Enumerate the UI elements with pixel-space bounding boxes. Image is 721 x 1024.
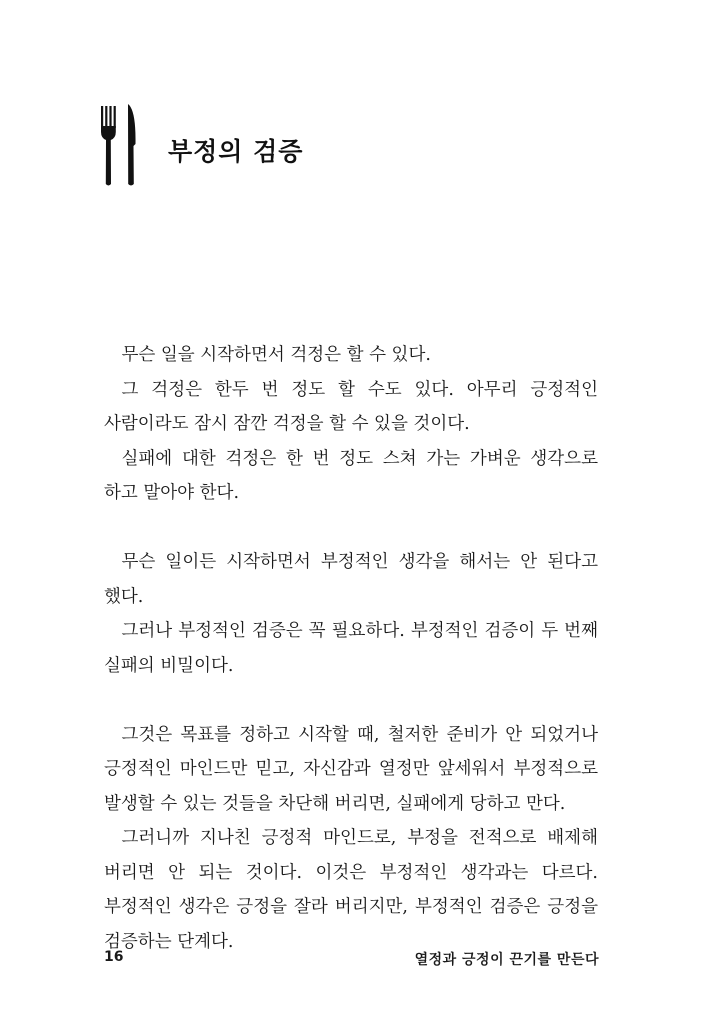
page-footer xyxy=(104,949,599,969)
paragraph-gap xyxy=(104,511,598,546)
book-title: 열정과 긍정이 끈기를 만든다 xyxy=(414,952,599,968)
fork-and-knife-icon xyxy=(96,100,146,188)
chapter-title: 부정의 검증 xyxy=(168,137,304,166)
paragraph: 그러나 부정적인 검증은 꼭 필요하다. 부정적인 검증이 두 번째 실패의 비밀이다. xyxy=(104,621,598,676)
paragraph: 그러니까 지나친 긍정적 마인드로, 부정을 전적으로 배제해 버리면 안 되는 것이다. 이것은 부정적인 생각과는 다르다. 부정적인 생각은 긍정을 잘라 버리지만, 부정적인 검증은 긍정을 검증하는 단계다. xyxy=(104,828,598,952)
paragraph: 무슨 일을 시작하면서 걱정은 할 수 있다. xyxy=(121,345,431,365)
paragraph-gap xyxy=(104,683,598,718)
paragraph: 그 걱정은 한두 번 정도 할 수도 있다. 아무리 긍정적인 사람이라도 잠시 잠깐 걱정을 할 수 있을 것이다. xyxy=(104,379,598,434)
page-number: 16 xyxy=(104,949,124,965)
paragraph: 무슨 일이든 시작하면서 부정적인 생각을 해서는 안 된다고 했다. xyxy=(104,552,598,607)
body-text xyxy=(104,338,598,959)
paragraph: 그것은 목표를 정하고 시작할 때, 철저한 준비가 안 되었거나 긍정적인 마인드만 믿고, 자신감과 열정만 앞세워서 부정적으로 발생할 수 있는 것들을 차단해 버리면, 실패에게 당하고 만다. xyxy=(104,724,598,814)
paragraph: 실패에 대한 걱정은 한 번 정도 스쳐 가는 가벼운 생각으로 하고 말아야 한다. xyxy=(104,448,598,503)
